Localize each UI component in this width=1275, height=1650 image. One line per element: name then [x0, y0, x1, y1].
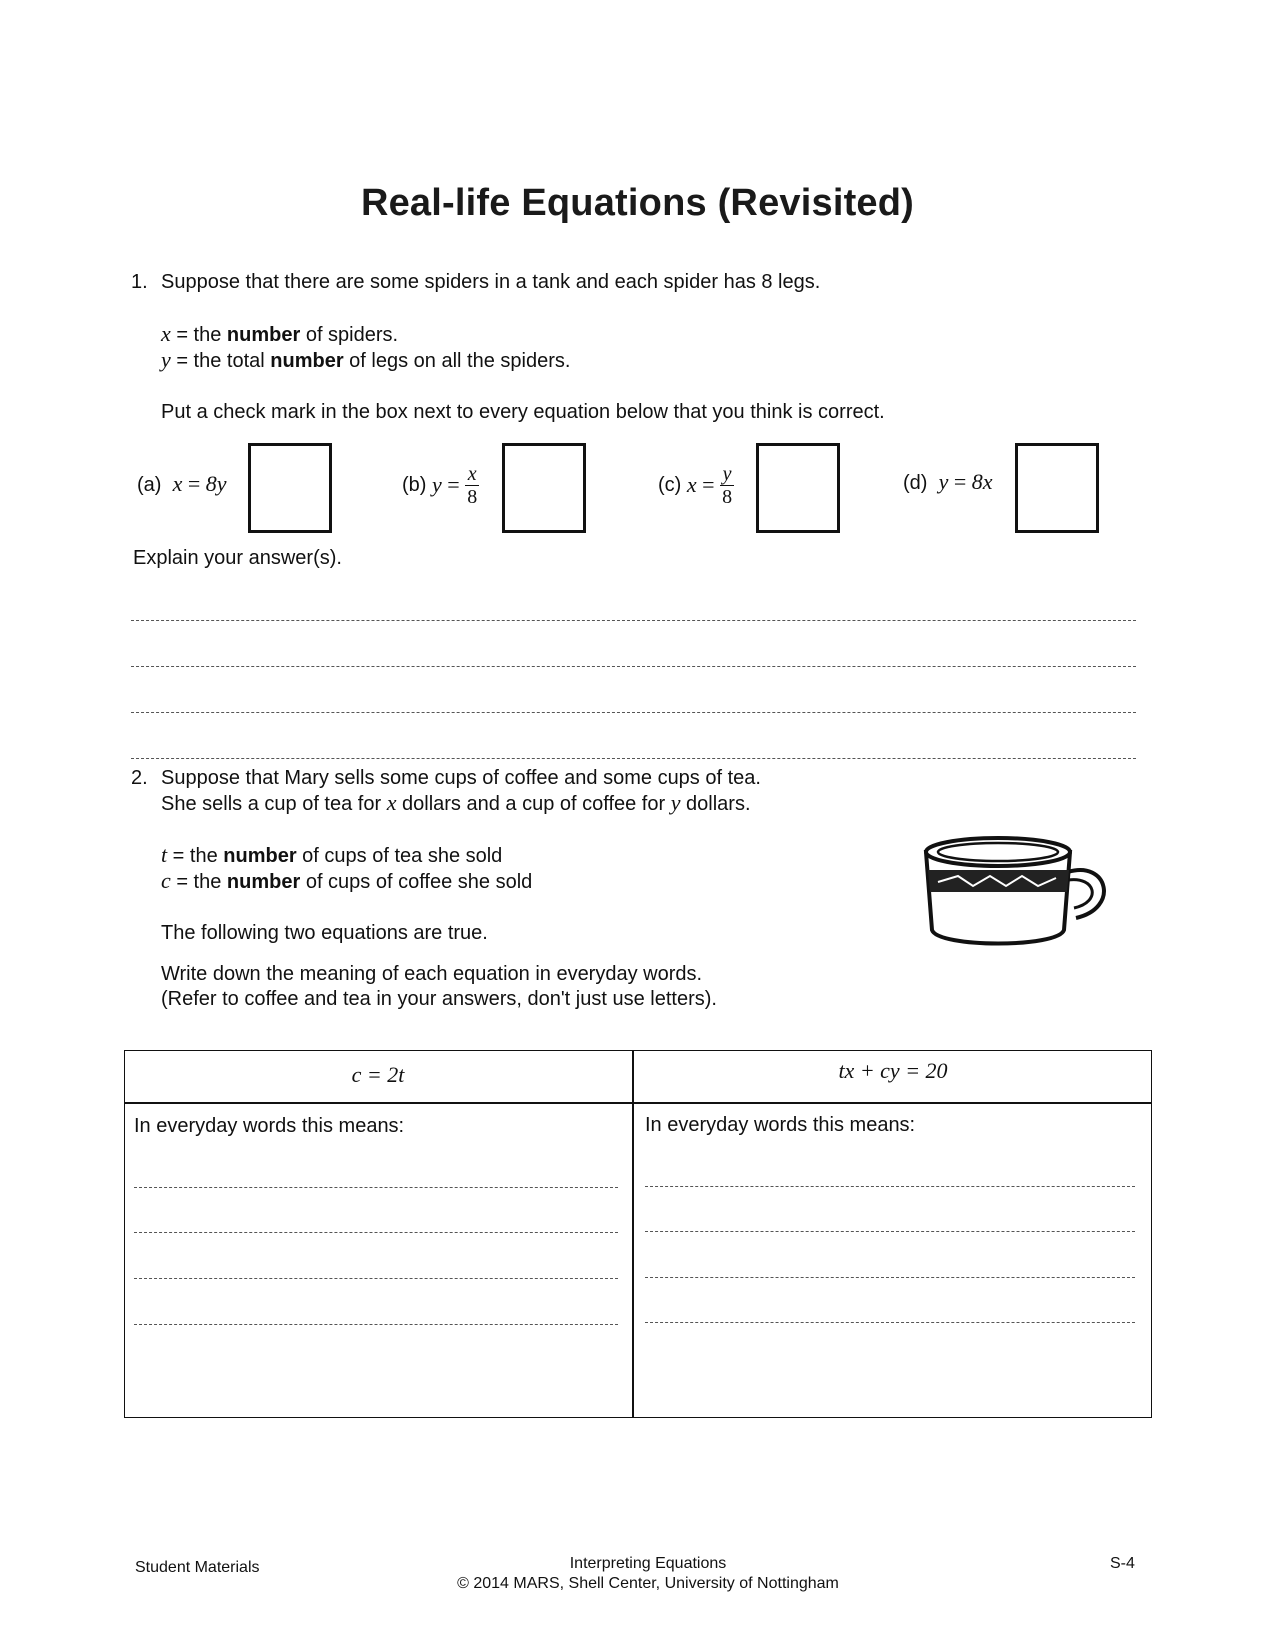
option-d-checkbox[interactable] — [1015, 443, 1099, 533]
option-b-checkbox[interactable] — [502, 443, 586, 533]
q2-write-instruction-1: Write down the meaning of each equation in everyday words. — [161, 963, 703, 985]
left-answer-line-1[interactable] — [134, 1187, 618, 1188]
footer-page-number: S-4 — [1110, 1555, 1135, 1572]
right-answer-line-3[interactable] — [645, 1277, 1135, 1278]
q2-definition-t: t = the number of cups of tea she sold — [161, 842, 503, 867]
q2-number: 2. — [131, 767, 148, 789]
q2-line-2: She sells a cup of tea for x dollars and a cup of coffee for y dollars. — [161, 790, 751, 815]
q2-line-1: Suppose that Mary sells some cups of coffee and some cups of tea. — [161, 767, 761, 789]
q2-true-statement: The following two equations are true. — [161, 922, 488, 944]
q1-answer-line-2[interactable] — [131, 666, 1136, 667]
q1-answer-line-4[interactable] — [131, 758, 1136, 759]
page-title: Real-life Equations (Revisited) — [360, 182, 915, 224]
q1-explain-label: Explain your answer(s). — [133, 547, 342, 569]
q2-write-instruction-2: (Refer to coffee and tea in your answers, don't just use letters). — [161, 988, 717, 1010]
option-c-equation: (c) x = $\frac{y}{8}$ — [658, 462, 733, 508]
option-a-equation: (a) x = 8y — [137, 471, 227, 496]
left-answer-line-4[interactable] — [134, 1324, 618, 1325]
meaning-label-right: In everyday words this means: — [645, 1114, 916, 1136]
equation-table — [124, 1050, 1152, 1418]
left-answer-line-2[interactable] — [134, 1232, 618, 1233]
q1-definition-x: x = the number of spiders. — [161, 321, 399, 346]
q1-definition-y: y = the total number of legs on all the spiders. — [161, 347, 571, 372]
right-answer-line-1[interactable] — [645, 1186, 1135, 1187]
right-answer-line-2[interactable] — [645, 1231, 1135, 1232]
meaning-label-left: In everyday words this means: — [134, 1115, 405, 1137]
equation-tx-plus-cy: tx + cy = 20 — [838, 1058, 948, 1083]
option-b-equation: (b) y = $\frac{x}{8}$ — [402, 462, 478, 508]
footer-center-title: Interpreting Equations — [569, 1555, 727, 1572]
option-a-checkbox[interactable] — [248, 443, 332, 533]
left-answer-line-3[interactable] — [134, 1278, 618, 1279]
q1-answer-line-3[interactable] — [131, 712, 1136, 713]
q1-prompt: Suppose that there are some spiders in a tank and each spider has 8 legs. — [161, 271, 821, 293]
q2-definition-c: c = the number of cups of coffee she sold — [161, 868, 533, 893]
q1-answer-line-1[interactable] — [131, 620, 1136, 621]
table-column-divider — [632, 1050, 634, 1418]
footer-left: Student Materials — [135, 1559, 260, 1576]
coffee-cup-icon — [918, 830, 1118, 950]
table-row-divider — [124, 1102, 1152, 1104]
q1-instruction: Put a check mark in the box next to every equation below that you think is correct. — [161, 401, 885, 423]
option-d-equation: (d) y = 8x — [903, 469, 993, 494]
fraction-c: $\frac{y}{8}$ — [722, 462, 733, 508]
q1-number: 1. — [131, 271, 148, 293]
equation-c-equals-2t: c = 2t — [351, 1062, 405, 1087]
footer-copyright: © 2014 MARS, Shell Center, University of Nottingham — [457, 1575, 839, 1592]
fraction-b: $\frac{x}{8}$ — [467, 462, 478, 508]
option-c-checkbox[interactable] — [756, 443, 840, 533]
right-answer-line-4[interactable] — [645, 1322, 1135, 1323]
